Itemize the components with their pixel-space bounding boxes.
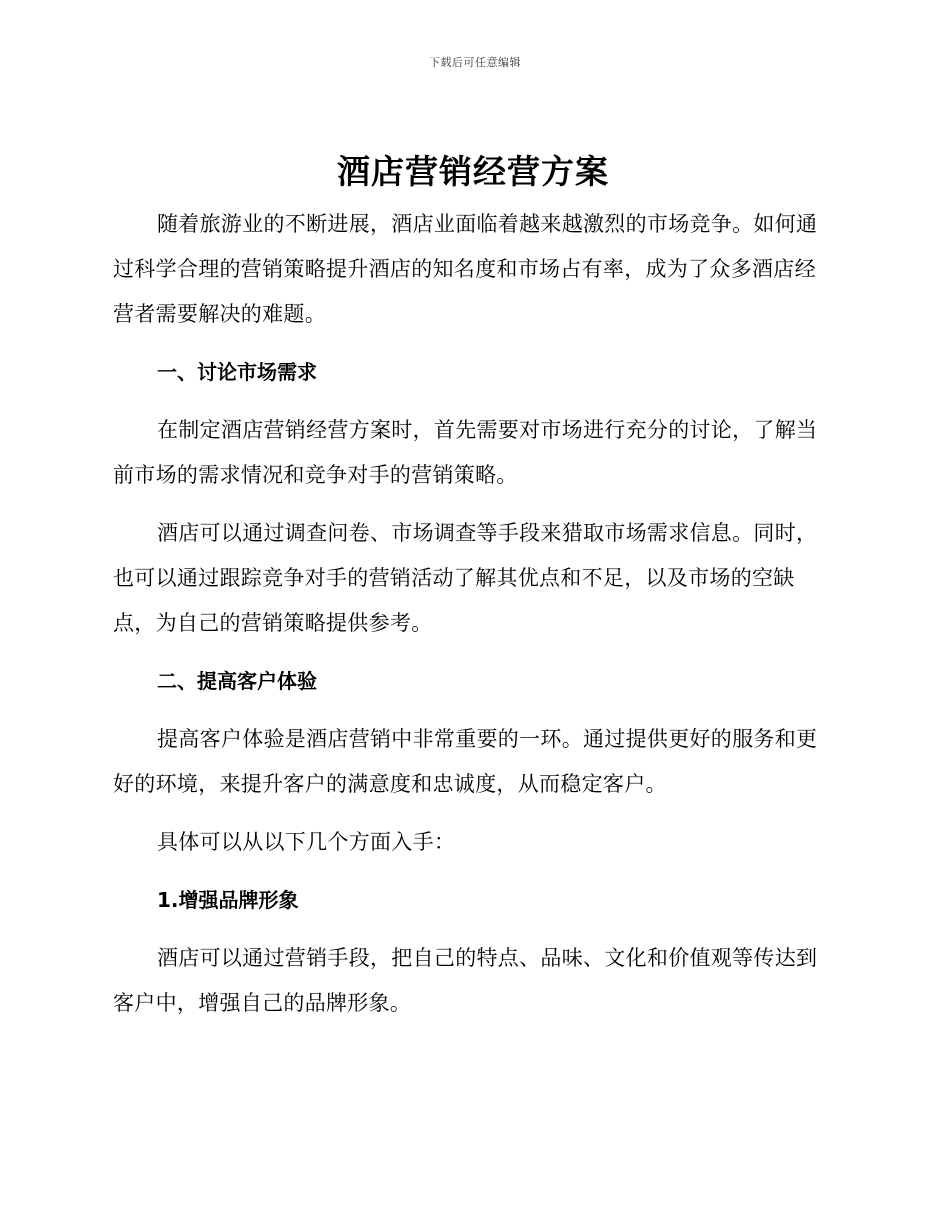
section-2-paragraph-2: 具体可以从以下几个方面入手：: [157, 830, 456, 854]
section-2-paragraph-1: 提高客户体验是酒店营销中非常重要的一环。通过提供更好的服务和更好的环境，来提升客户的满意度和忠诚度，从而稳定客户。: [113, 727, 818, 796]
intro-paragraph: 随着旅游业的不断进展，酒店业面临着越来越激烈的市场竞争。如何通过科学合理的营销策略提升酒店的知名度和市场占有率，成为了众多酒店经营者需要解决的难题。: [113, 212, 818, 326]
header-note: 下载后可任意编辑: [429, 56, 521, 69]
section-1-paragraph-2: 酒店可以通过调查问卷、市场调查等手段来猎取市场需求信息。同时，也可以通过跟踪竞争对手的营销活动了解其优点和不足，以及市场的空缺点，为自己的营销策略提供参考。: [113, 521, 818, 635]
subsection-1-heading: 1.增强品牌形象: [157, 888, 299, 912]
section-1-heading: 一、讨论市场需求: [157, 360, 317, 384]
subsection-1-paragraph-1: 酒店可以通过营销手段，把自己的特点、品味、文化和价值观等传达到客户中，增强自己的品牌形象。: [113, 946, 818, 1015]
section-1-paragraph-1: 在制定酒店营销经营方案时，首先需要对市场进行充分的讨论，了解当前市场的需求情况和竞争对手的营销策略。: [113, 418, 818, 487]
section-2-heading: 二、提高客户体验: [157, 669, 317, 693]
document-body: [113, 150, 833, 1026]
document-title: 酒店营销经营方案: [337, 152, 609, 191]
